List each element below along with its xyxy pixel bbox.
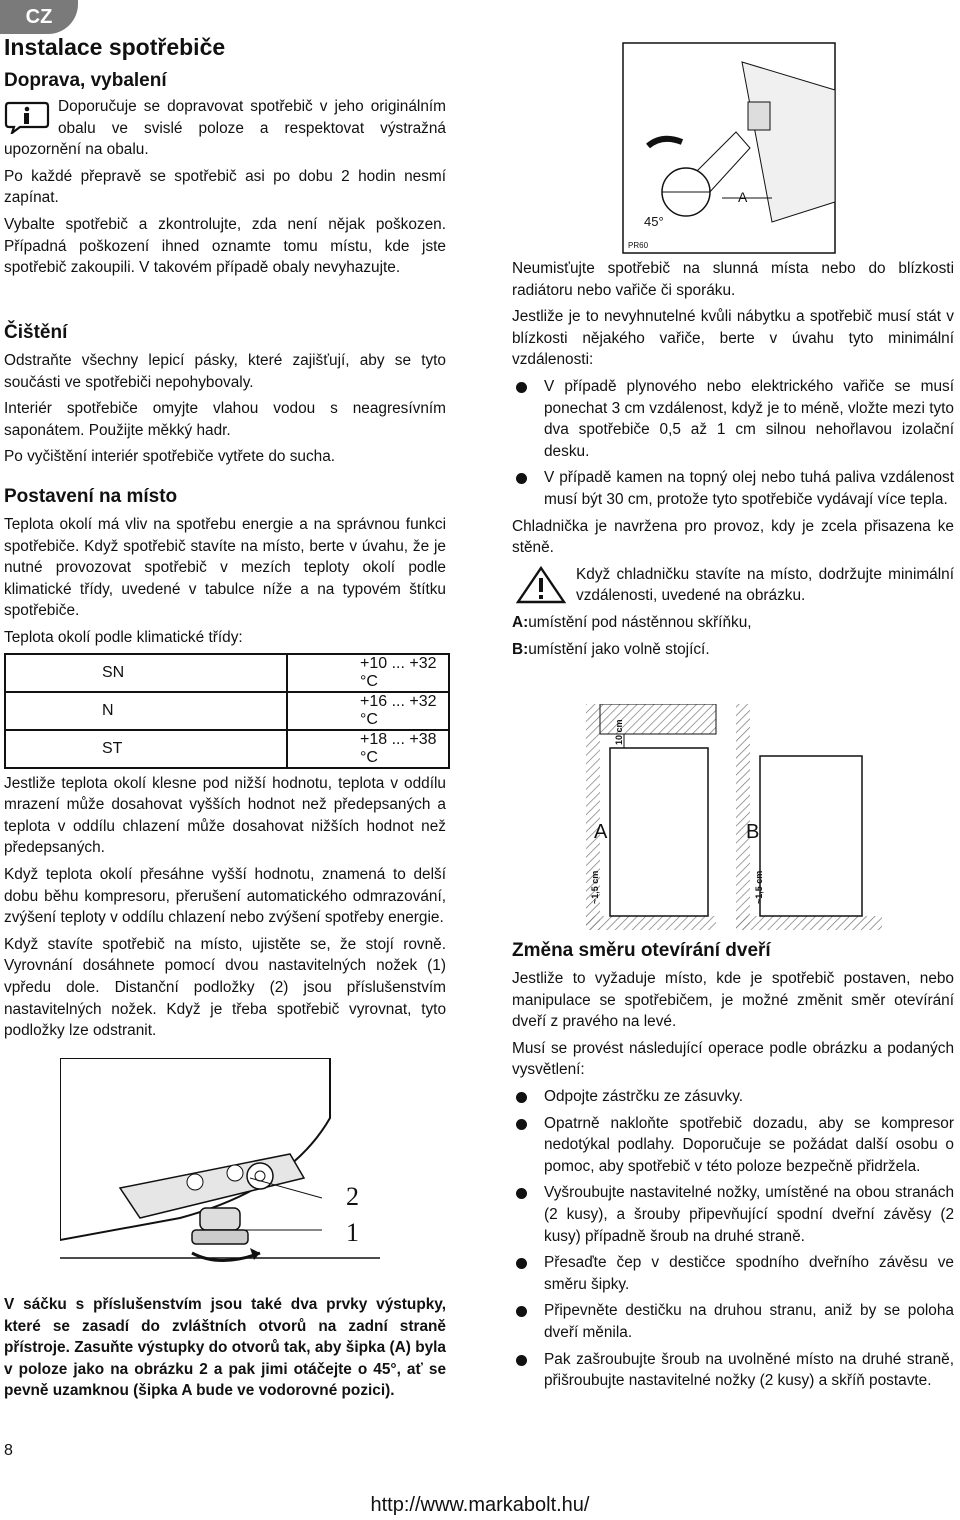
- temperature-range: +18 ... +38 °C: [287, 730, 449, 768]
- language-badge: CZ: [0, 0, 78, 34]
- section-doprava: [4, 70, 446, 279]
- cisteni-p2: Interiér spotřebiče omyjte vlahou vodou s neagresívním saponátem. Použijte měkký hadr.: [4, 400, 446, 439]
- footer-url[interactable]: http://www.markabolt.hu/: [370, 1494, 590, 1516]
- placement-a-label: A:: [512, 613, 529, 631]
- postaveni-p2: Jestliže teplota okolí klesne pod nižší hodnotu, teplota v oddílu mrazení může dosahovat vyšších hodnot než předepsaných a teplota v oddílu chlazení může dosahovat nižších hodnot než předepsaných.: [4, 774, 446, 857]
- doprava-p1: Po každé přepravě se spotřebič asi po dobu 2 hodin nesmí zapínat.: [4, 167, 446, 207]
- feet-label-2: 2: [346, 1182, 359, 1211]
- table-caption: Teplota okolí podle klimatické třídy:: [4, 628, 243, 646]
- heading-postaveni: Postavení na místo: [4, 486, 178, 507]
- side-gap-label-b: ~1,5 cm: [754, 870, 764, 904]
- table-row: [5, 654, 449, 692]
- postaveni-p3: Když teplota okolí přesáhne vyšší hodnotu, znamená to delší dobu běhu kompresoru, přerušení automatického odmrazování, zvýšení teploty v oddílu chlazení nebo zvýšení spotřeby energie.: [4, 865, 446, 927]
- figure-code: PR60: [628, 241, 649, 250]
- angle-label: 45°: [644, 214, 664, 229]
- page-number: 8: [4, 1442, 13, 1459]
- postaveni-p1: Teplota okolí má vliv na spotřebu energie a na správnou funkci spotřebiče. Když spotřebič stavíte na místo, berte v úvahu, že je nutné provozovat spotřebič v mezích teploty okolí podle klimatické třídy, uvedené v tabulce níže a na typovém štítku spotřebiče.: [4, 516, 446, 620]
- list-item: V případě plynového nebo elektrického vařiče se musí ponechat 3 cm vzdálenost, když je to méně, vložte mezi tyto dva spotřebiče 0,5 až 1 cm silnou nehořlavou izolační desku.: [512, 376, 954, 462]
- temperature-range: +10 ... +32 °C: [287, 654, 449, 692]
- spacer-arrow-label: A: [738, 189, 748, 205]
- placement-b-label: B:: [512, 640, 529, 658]
- list-item: Připevněte destičku na druhou stranu, aniž by se poloha dveří měnila.: [512, 1300, 954, 1343]
- list-item: Vyšroubujte nastavitelné nožky, umístěné na obou stranách (2 kusy), a šrouby připevňující spodní dveřní závěsy (2 kusy) případně šroub na druhé straně.: [512, 1182, 954, 1247]
- figure-label-a: A: [594, 821, 608, 843]
- warning-text: Když chladničku stavíte na místo, dodržujte minimální vzdálenosti, uvedené na obrázku.: [576, 565, 954, 605]
- section-right-top: [512, 258, 954, 660]
- section-postaveni: [4, 486, 446, 1042]
- list-item: Přesaďte čep v destičce spodního dveřního závěsu ve směru šipky.: [512, 1252, 954, 1295]
- temperature-range: +16 ... +32 °C: [287, 692, 449, 730]
- list-item: Odpojte zástrčku ze zásuvky.: [512, 1086, 954, 1108]
- section-zmena: [512, 940, 954, 1392]
- placement-a-text: umístění pod nástěnnou skříňku,: [528, 613, 752, 631]
- right-p3: Chladnička je navržena pro provoz, kdy je zcela přisazena ke stěně.: [512, 517, 954, 557]
- right-p2: Jestliže je to nevyhnutelné kvůli nábytku a spotřebič musí stát v blízkosti nějakého vařiče, berte v úvahu tyto minimální vzdálenosti:: [512, 308, 954, 369]
- right-p1: Neumisťujte spotřebič na slunná místa nebo do blízkosti radiátoru nebo vařiče či sporáku.: [512, 260, 954, 299]
- heading-zmena: Změna směru otevírání dveří: [512, 940, 771, 961]
- climate-class: ST: [5, 730, 287, 768]
- info-text: Doporučuje se dopravovat spotřebič v jeho originálním obalu ve svislé poloze a respektovat výstražná upozornění na obalu.: [4, 98, 446, 159]
- figure-label-b: B: [746, 821, 760, 843]
- info-icon: [4, 100, 50, 134]
- side-gap-label-a: ~1,5 cm: [590, 870, 600, 904]
- heading-cisteni: Čištění: [4, 322, 68, 343]
- list-item: Pak zašroubujte šroub na uvolněné místo na druhé straně, přišroubujte nastavitelné nožky (2 kusy) a skříň postavte.: [512, 1349, 954, 1392]
- cisteni-p3: Po vyčištění interiér spotřebiče vytřete do sucha.: [4, 448, 336, 466]
- leveling-feet-figure: [60, 1058, 380, 1286]
- section-cisteni: [4, 322, 446, 468]
- heading-doprava: Doprava, vybalení: [4, 70, 167, 91]
- placement-b: [512, 639, 954, 661]
- accessory-note: V sáčku s příslušenstvím jsou také dva prvky výstupky, které se zasadí do zvláštních otvorů na zadní straně přístroje. Zasuňte výstupky do otvorů tak, aby šipka (A) byla v poloze jako na obrázku 2 a pak jimi otáčejte o 45°, ať se pevně uzamknou (šipka A bude ve vodorovné pozici).: [4, 1296, 446, 1400]
- spacer-figure: [622, 42, 836, 254]
- zmena-p1: Jestliže to vyžaduje místo, kde je spotřebič postaven, nebo manipulace se spotřebičem, je možné změnit směr otevírání dveří z pravého na levé.: [512, 970, 954, 1031]
- warning-note: [512, 564, 954, 607]
- climate-class: N: [5, 692, 287, 730]
- placement-figure: [586, 704, 882, 930]
- zmena-p2: Musí se provést následující operace podle obrázku a podaných vysvětlení:: [512, 1039, 954, 1079]
- list-item: V případě kamen na topný olej nebo tuhá paliva vzdálenost musí být 30 cm, protože tyto spotřebiče vydávají více tepla.: [512, 467, 954, 510]
- warning-icon: [516, 566, 566, 604]
- page-title: Instalace spotřebiče: [4, 34, 226, 60]
- placement-a: [512, 612, 954, 634]
- postaveni-p4: Když stavíte spotřebič na místo, ujistěte se, že stojí rovně. Vyrovnání dosáhnete pomocí dvou nastavitelných nožek (1) vpředu dole. Distanční podložky (2) jsou příslušenstvím nastavitelných nožek. Když je třeba spotřebič vyrovnat, tyto podložky lze odstranit.: [4, 935, 446, 1040]
- feet-label-1: 1: [346, 1218, 359, 1247]
- doprava-p2: Vybalte spotřebič a zkontrolujte, zda není nějak poškozen. Případná poškození ihned oznamte tomu místu, kde jste spotřebič zakoupili. V takovém případě obaly nevyhazujte.: [4, 215, 446, 277]
- info-note: [4, 96, 446, 161]
- list-item: Opatrně nakloňte spotřebič dozadu, aby se kompresor nedotýkal podlahy. Doporučuje se požádat další osobu o pomoc, aby spotřebič v této poloze bezpečně přidržela.: [512, 1113, 954, 1178]
- cisteni-p1: Odstraňte všechny lepicí pásky, které zajišťují, aby se tyto součásti ve spotřebiči nepohybovaly.: [4, 352, 446, 391]
- climate-table: [4, 653, 450, 769]
- top-gap-label: 10 cm: [614, 719, 624, 745]
- table-row: [5, 692, 449, 730]
- placement-b-text: umístění jako volně stojící.: [528, 640, 710, 658]
- climate-class: SN: [5, 654, 287, 692]
- table-row: [5, 730, 449, 768]
